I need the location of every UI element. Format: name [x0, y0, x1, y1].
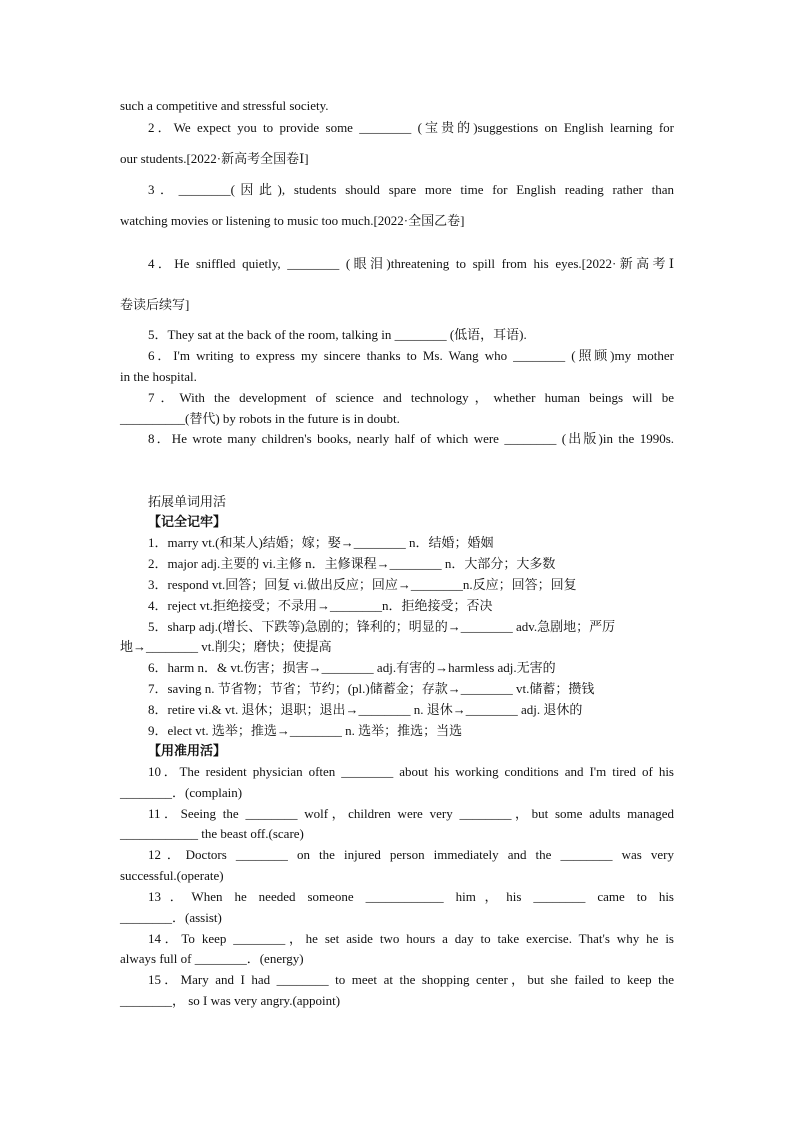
- text-line: such a competitive and stressful society.: [120, 98, 329, 113]
- text-line: 7．With the development of science and technology，whether human beings will be: [148, 390, 674, 405]
- text-line: ____________ the beast off.(scare): [120, 826, 304, 841]
- text-line: 7．saving n. 节省物；节省；节约；(pl.)储蓄金；存款→________ vt.储蓄；攒钱: [148, 681, 595, 696]
- text-line: 3．respond vt.回答；回复 vi.做出反应；回应→________n.反应；回答；回复: [148, 577, 577, 592]
- text-line: 【用准用活】: [148, 743, 227, 758]
- text-line: 4．reject vt.拒绝接受；不录用→________n．拒绝接受；否决: [148, 598, 493, 613]
- text-line: ________．(assist): [120, 910, 222, 925]
- text-line: 13．When he needed someone ____________ him，his ________ came to his: [148, 889, 674, 904]
- text-line: 地→________ vt.削尖；磨快；使提高: [120, 639, 332, 654]
- text-line: ________．(complain): [120, 785, 243, 800]
- text-line: 15．Mary and I had ________ to meet at the shopping center，but she failed to keep the: [148, 972, 674, 987]
- text-line: 8．retire vi.& vt. 退休；退职；退出→________ n. 退休→________ adj. 退休的: [148, 702, 583, 717]
- text-line: 【记全记牢】: [148, 514, 227, 529]
- text-line: __________(替代) by robots in the future is in doubt.: [120, 411, 400, 426]
- text-line: 5．They sat at the back of the room, talking in ________ (低语，耳语).: [148, 327, 527, 342]
- text-line: 3．________(因此), students should spare more time for English reading rather than: [148, 182, 674, 197]
- text-line: our students.[2022·新高考全国卷Ⅰ]: [120, 151, 309, 166]
- text-line: 1．marry vt.(和某人)结婚；嫁；娶→________ n．结婚；婚姻: [148, 535, 494, 550]
- text-line: 6．harm n．& vt.伤害；损害→________ adj.有害的→harmless adj.无害的: [148, 660, 556, 675]
- text-line: successful.(operate): [120, 868, 224, 883]
- text-line: 4．He sniffled quietly, ________ (眼泪)threatening to spill from his eyes.[2022·新高考Ⅰ: [148, 256, 674, 271]
- text-line: 14．To keep ________，he set aside two hours a day to take exercise. That's why he is: [148, 931, 674, 946]
- text-line: 拓展单词用活: [148, 494, 227, 509]
- text-line: 10．The resident physician often ________ about his working conditions and I'm tired of his: [148, 764, 674, 779]
- text-line: 11．Seeing the ________ wolf，children were very ________，but some adults managed: [148, 806, 674, 821]
- text-line: 2．major adj.主要的 vi.主修 n．主修课程→________ n．大部分；大多数: [148, 556, 556, 571]
- text-line: in the hospital.: [120, 369, 197, 384]
- text-line: watching movies or listening to music too much.[2022·全国乙卷]: [120, 213, 465, 228]
- text-line: 6．I'm writing to express my sincere thanks to Ms. Wang who ________ (照顾)my mother: [148, 348, 674, 363]
- text-line: always full of ________．(energy): [120, 951, 304, 966]
- text-line: ________， so I was very angry.(appoint): [120, 993, 341, 1008]
- text-line: 8．He wrote many children's books, nearly half of which were ________ (出版)in the 1990s.: [148, 431, 674, 446]
- text-line: 2．We expect you to provide some ________ (宝贵的)suggestions on English learning for: [148, 120, 674, 135]
- text-line: 12．Doctors ________ on the injured person immediately and the ________ was very: [148, 847, 674, 862]
- text-line: 卷读后续写]: [120, 297, 190, 312]
- text-line: 9．elect vt. 选举；推选→________ n. 选举；推选；当选: [148, 723, 463, 738]
- text-line: 5．sharp adj.(增长、下跌等)急剧的；锋利的；明显的→________ adv.急剧地；严厉: [148, 619, 616, 634]
